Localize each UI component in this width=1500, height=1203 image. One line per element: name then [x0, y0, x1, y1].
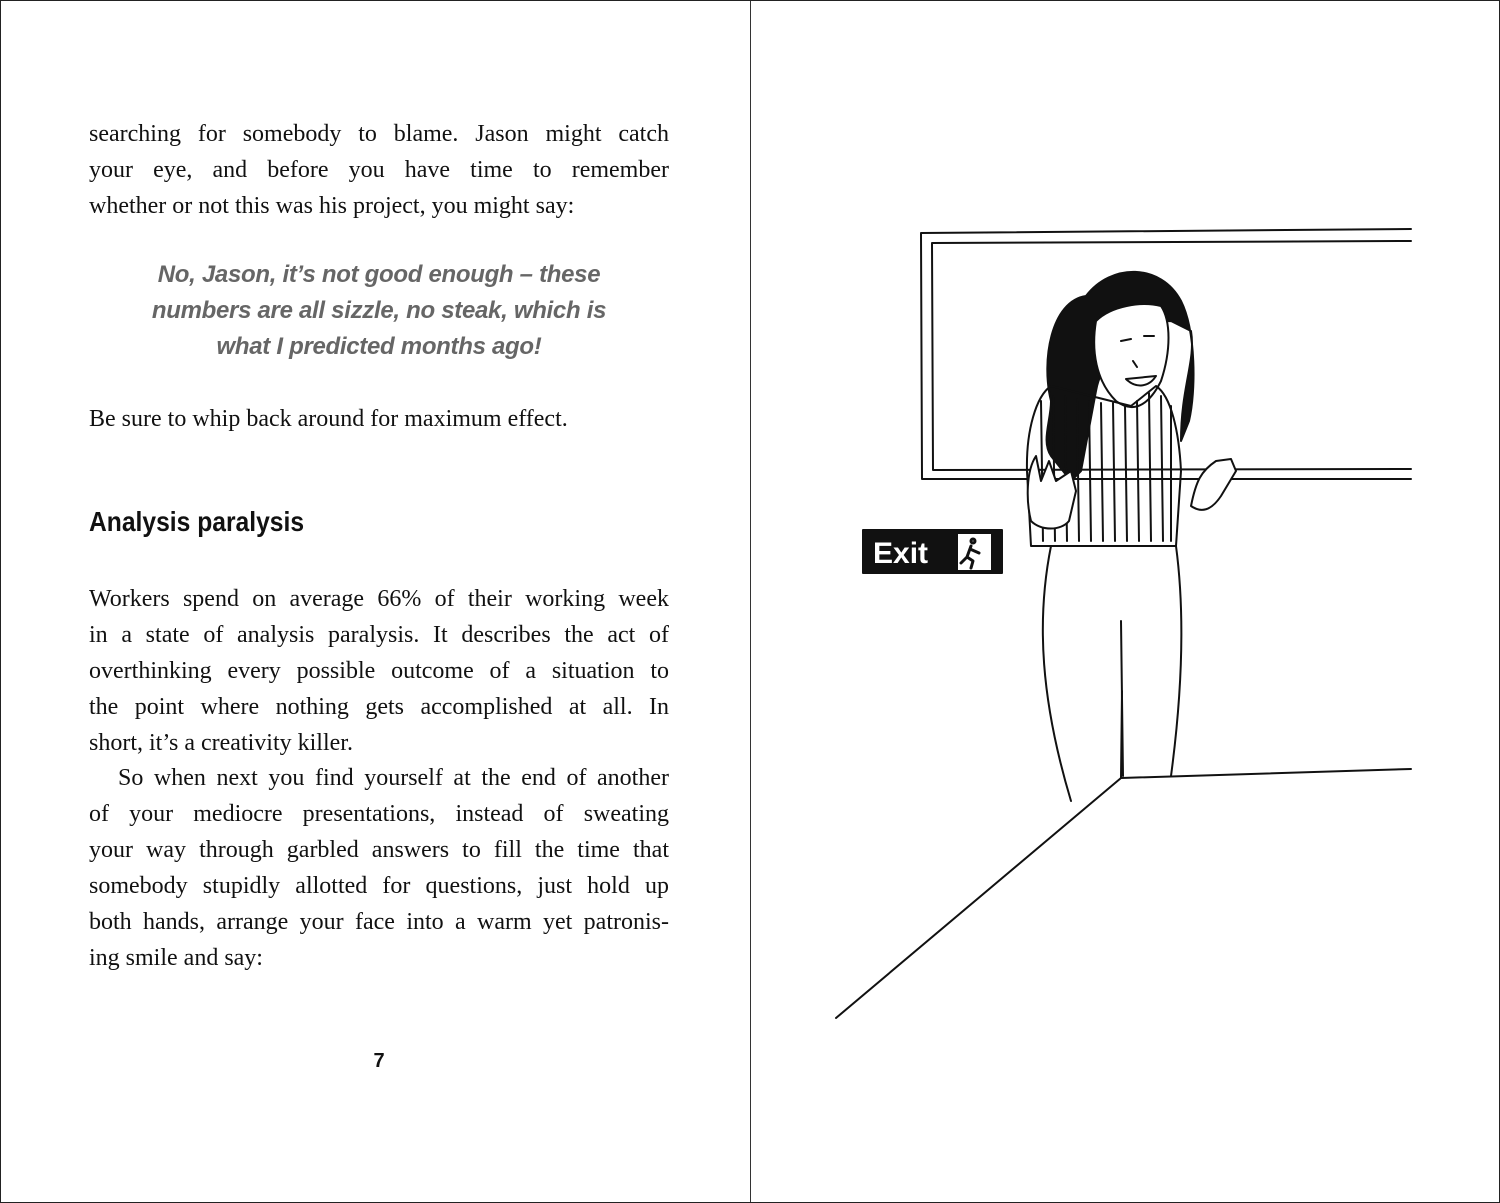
paragraph-line: of your mediocre presentations, instead of sweating [89, 801, 669, 827]
paragraph-line: Workers spend on average 66% of their working week [89, 586, 669, 612]
page-number: 7 [373, 1050, 385, 1072]
after-quote-text: Be sure to whip back around for maximum effect. [89, 406, 568, 432]
paragraph-line: your way through garbled answers to fill the time that [89, 837, 669, 863]
intro-line: your eye, and before you have time to remember [89, 157, 669, 183]
paragraph-line: overthinking every possible outcome of a situation to [89, 658, 669, 684]
paragraph-line: both hands, arrange your face into a warm yet patronis- [89, 909, 669, 935]
exit-sign [863, 530, 1002, 573]
woman-figure [1027, 272, 1236, 801]
exit-sign-label: Exit [873, 537, 929, 570]
trousers [1043, 546, 1182, 801]
intro-line: searching for somebody to blame. Jason might catch [89, 121, 669, 147]
paragraph-line: short, it’s a creativity killer. [89, 730, 353, 756]
paragraph-line: So when next you find yourself at the end of another [118, 765, 669, 791]
face [1094, 304, 1168, 407]
paragraph-line: the point where nothing gets accomplished at all. In [89, 694, 669, 720]
paragraph-line: in a state of analysis paralysis. It describes the act of [89, 622, 669, 648]
right-hand [1191, 459, 1236, 510]
quote-line: what I predicted months ago! [216, 333, 542, 360]
illustration-presenter [751, 1, 1499, 1202]
quote-line: numbers are all sizzle, no steak, which is [151, 297, 607, 324]
paragraph-line: somebody stupidly allotted for questions, just hold up [89, 873, 669, 899]
section-heading: Analysis paralysis [89, 506, 305, 537]
intro-line: whether or not this was his project, you might say: [89, 193, 575, 219]
paragraph-line: ing smile and say: [89, 945, 263, 971]
quote-line: No, Jason, it’s not good enough – these [157, 261, 601, 288]
